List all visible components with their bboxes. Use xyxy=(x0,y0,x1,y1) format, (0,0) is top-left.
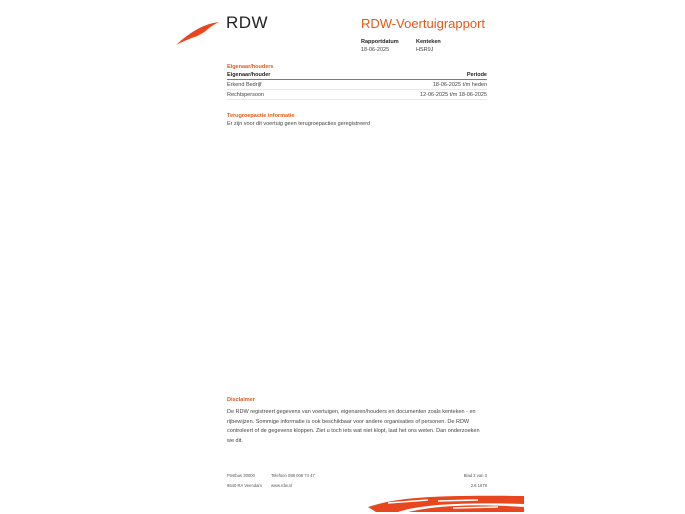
decorative-ribbon-icon xyxy=(368,493,524,514)
disclaimer-line: De RDW registreert gegevens van voertuigen, eigenaren/houders en documenten zoals kenteken - en xyxy=(227,409,476,415)
period-cell: 18-06-2025 t/m heden xyxy=(432,82,487,88)
footer-address xyxy=(227,471,262,491)
table-row xyxy=(227,90,487,100)
footer-postbus: Postbus 30000 xyxy=(227,473,255,478)
disclaimer-line: controleert of de gegevens kloppen. Ziet u toch iets wat niet klopt, laat het ons weten. Dan onderzoeken xyxy=(227,428,480,435)
report-title: RDW-Voertuigrapport xyxy=(361,16,486,31)
footer-postcode: 9640 RA Veendam xyxy=(227,483,262,488)
footer-website[interactable]: www.rdw.nl xyxy=(271,483,292,488)
footer-page-number: Blad 2 van 3 xyxy=(463,473,487,478)
footer-phone: Telefoon 088 008 74 47 xyxy=(271,473,315,478)
col-period-header: Periode xyxy=(466,72,487,78)
table-row xyxy=(227,80,487,90)
rdw-logo-icon xyxy=(176,20,220,46)
plate-block xyxy=(416,39,441,53)
owners-section-title: Eigenaar/houders xyxy=(227,64,274,70)
recalls-section-title: Terugroepactie informatie xyxy=(227,113,295,119)
owner-cell: Rechtspersoon xyxy=(227,92,264,98)
plate-label: Kenteken xyxy=(416,39,441,45)
disclaimer-text xyxy=(227,408,480,446)
period-cell: 12-06-2025 t/m 18-06-2025 xyxy=(420,92,487,98)
footer-contact xyxy=(271,471,315,491)
footer-code: 2.6 1678 xyxy=(470,483,487,488)
owners-table xyxy=(227,72,487,100)
report-date-block xyxy=(361,39,399,53)
report-date-value: 18-06-2025 xyxy=(361,47,390,53)
disclaimer-line: rijbewijzen. Sommige informatie is ook beschikbaar voor andere organisaties of personen. De RDW xyxy=(227,418,470,425)
owners-table-header xyxy=(227,72,487,80)
recalls-text: Er zijn voor dit voertuig geen terugroepacties geregistreerd xyxy=(227,121,371,127)
footer-page-info xyxy=(464,471,487,491)
plate-value: HSR9J xyxy=(416,47,434,53)
col-owner-header: Eigenaar/houder xyxy=(227,72,271,78)
owner-cell: Erkend Bedrijf xyxy=(227,82,262,88)
disclaimer-line: we dit. xyxy=(227,437,243,444)
disclaimer-title: Disclaimer xyxy=(227,397,255,403)
report-date-label: Rapportdatum xyxy=(361,39,399,45)
brand-name: RDW xyxy=(226,13,269,32)
